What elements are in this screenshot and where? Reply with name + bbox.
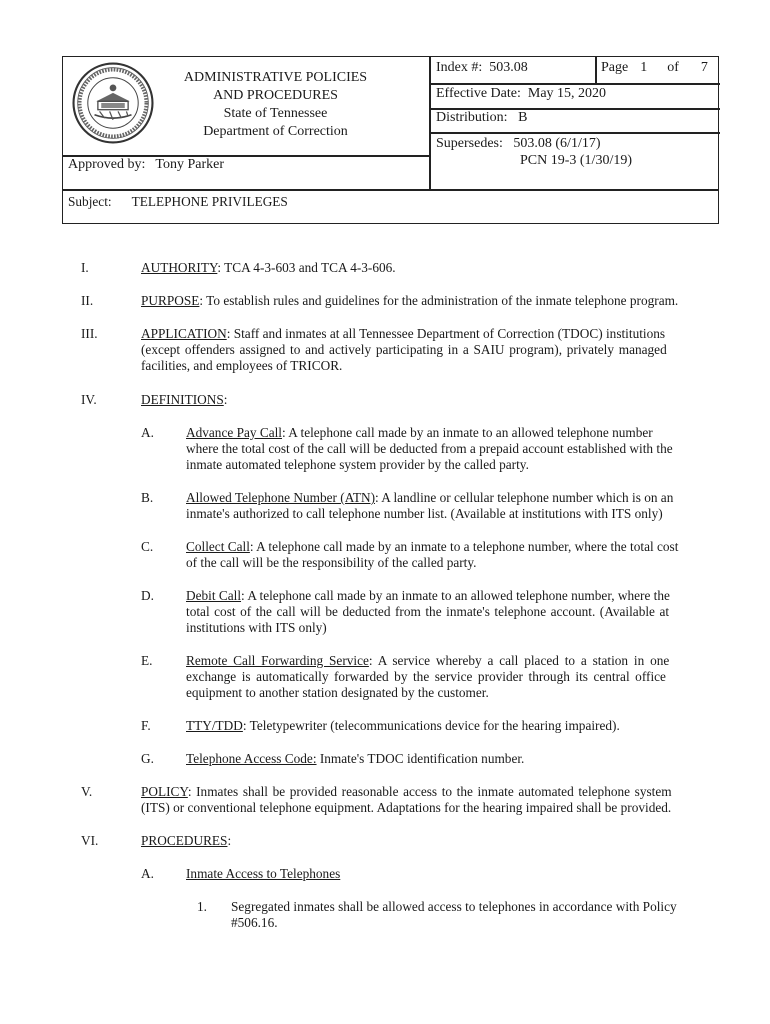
index-value: 503.08 [489, 60, 528, 75]
section-number: V. [81, 784, 93, 799]
subsection-heading-text: Inmate Access to Telephones [186, 866, 341, 881]
supersedes-value-1: 503.08 (6/1/17) [513, 136, 601, 151]
definition-text: : A service whereby a call placed to a station in one [368, 653, 670, 668]
title-line-1: ADMINISTRATIVE POLICIES [183, 70, 368, 85]
tennessee-state-seal-icon [71, 61, 155, 145]
department-name: Department of Correction [203, 124, 348, 139]
section-line-3: facilities, and employees of TRICOR. [141, 358, 343, 373]
definition-text: : A telephone call made by an inmate to an allowed telephone number [282, 425, 653, 440]
definition-line-3: inmate automated telephone system provider by the called party. [186, 457, 529, 472]
index-label: Index #: [436, 60, 483, 75]
item-line-1: Segregated inmates shall be allowed access to telephones in accordance with Policy [231, 899, 677, 914]
effective-date-value: May 15, 2020 [527, 86, 607, 101]
definition-line-2: where the total cost of the call will be deducted from a prepaid account established with the [186, 441, 673, 456]
definition-term: Remote Call Forwarding Service [186, 653, 369, 668]
definition-line-1 [186, 718, 620, 734]
index-row [436, 60, 528, 76]
page-label: Page [601, 60, 629, 75]
section-body [141, 392, 227, 408]
section-number: I. [81, 260, 89, 275]
approved-by-label: Approved by: [68, 157, 146, 172]
definition-term: Debit Call [186, 588, 242, 603]
page-of-label: of [667, 60, 679, 75]
section-line-2: (except offenders assigned to and actively participating in a SAIU program), privately managed [141, 342, 667, 357]
definition-letter: F. [141, 718, 151, 733]
definition-text: : Teletypewriter (telecommunications device for the hearing impaired). [242, 718, 620, 733]
section-number: VI. [81, 833, 99, 848]
section-heading: POLICY [141, 784, 188, 799]
section-body [141, 260, 396, 276]
definition-line-1 [186, 539, 678, 555]
effective-date-label: Effective Date: [436, 86, 521, 101]
section-colon: : [223, 392, 228, 407]
section-text: : Staff and inmates at all Tennessee Department of Correction (TDOC) institutions [226, 326, 666, 341]
approved-by [68, 157, 224, 173]
definition-letter: G. [141, 751, 154, 766]
distribution-value: B [518, 110, 528, 125]
section-colon: : [227, 833, 232, 848]
section-heading: DEFINITIONS [141, 392, 224, 407]
definition-line-1 [186, 425, 653, 441]
definition-line-1 [186, 490, 673, 506]
subject-row [68, 194, 288, 210]
section-text: : To establish rules and guidelines for the administration of the inmate telephone program. [199, 293, 679, 308]
definition-line-2: inmate's authorized to call telephone number list. (Available at institutions with ITS only) [186, 506, 663, 521]
divider-subject [63, 189, 718, 191]
distribution-row [436, 110, 527, 126]
definition-line-1 [186, 588, 670, 604]
section-line-1 [141, 784, 672, 800]
definition-text: : A landline or cellular telephone number which is on an [375, 490, 674, 505]
divider-index [429, 83, 720, 85]
section-heading: PURPOSE [141, 293, 200, 308]
definition-line-3: institutions with ITS only) [186, 620, 327, 635]
supersedes-value-2: PCN 19-3 (1/30/19) [520, 153, 632, 168]
definition-line-2: total cost of the call will be deducted from the inmate's telephone account. (Available at [186, 604, 670, 619]
approved-by-value: Tony Parker [155, 157, 225, 172]
definition-term: Allowed Telephone Number (ATN) [186, 490, 375, 505]
effective-date-row [436, 86, 606, 102]
page-cell-divider [595, 57, 597, 83]
page-indicator [601, 60, 708, 76]
subject-label: Subject: [68, 194, 112, 209]
subject-value: TELEPHONE PRIVILEGES [131, 194, 288, 209]
item-line-2: #506.16. [231, 915, 278, 930]
definition-term: TTY/TDD [186, 718, 243, 733]
section-heading: AUTHORITY [141, 260, 218, 275]
definition-letter: D. [141, 588, 154, 603]
definition-letter: B. [141, 490, 154, 505]
section-number: III. [81, 326, 98, 341]
page-total: 7 [700, 60, 708, 75]
document-title-block [158, 69, 393, 141]
section-body [141, 833, 231, 849]
item-number: 1. [197, 899, 207, 914]
definition-term: Collect Call [186, 539, 250, 554]
section-number: IV. [81, 392, 97, 407]
distribution-label: Distribution: [436, 110, 508, 125]
definition-line-1 [186, 653, 669, 669]
subsection-heading [186, 866, 340, 882]
definition-text: Inmate's TDOC identification number. [316, 751, 525, 766]
definition-letter: A. [141, 425, 154, 440]
state-name: State of Tennessee [223, 106, 328, 121]
definition-letter: C. [141, 539, 154, 554]
definition-term: Advance Pay Call [186, 425, 283, 440]
page-number: 1 [640, 60, 648, 75]
section-number: II. [81, 293, 94, 308]
definition-term: Telephone Access Code: [186, 751, 317, 766]
header-vertical-divider [429, 57, 431, 190]
definition-line-1 [186, 751, 524, 767]
section-body [141, 293, 678, 309]
definition-line-2: exchange is automatically forwarded by the service provider through its central office [186, 669, 666, 684]
supersedes-row [436, 135, 632, 169]
section-line-1 [141, 326, 665, 342]
definition-text: : A telephone call made by an inmate to an allowed telephone number, where the [241, 588, 670, 603]
definition-line-2: of the call will be the responsibility of the called party. [186, 555, 477, 570]
supersedes-label: Supersedes: [436, 136, 503, 151]
divider-distribution [429, 132, 720, 134]
subsection-letter: A. [141, 866, 154, 881]
section-text: : Inmates shall be provided reasonable access to the inmate automated telephone system [187, 784, 672, 799]
section-heading: APPLICATION [141, 326, 227, 341]
section-heading: PROCEDURES [141, 833, 228, 848]
title-line-2: AND PROCEDURES [213, 88, 338, 103]
section-line-2: (ITS) or conventional telephone equipment. Adaptations for the hearing impaired shall be provided. [141, 800, 672, 815]
definition-line-3: equipment to another station designated by the customer. [186, 685, 489, 700]
policy-header-box [62, 56, 719, 224]
section-text: : TCA 4-3-603 and TCA 4-3-606. [217, 260, 396, 275]
definition-letter: E. [141, 653, 153, 668]
definition-text: : A telephone call made by an inmate to a telephone number, where the total cost [249, 539, 679, 554]
